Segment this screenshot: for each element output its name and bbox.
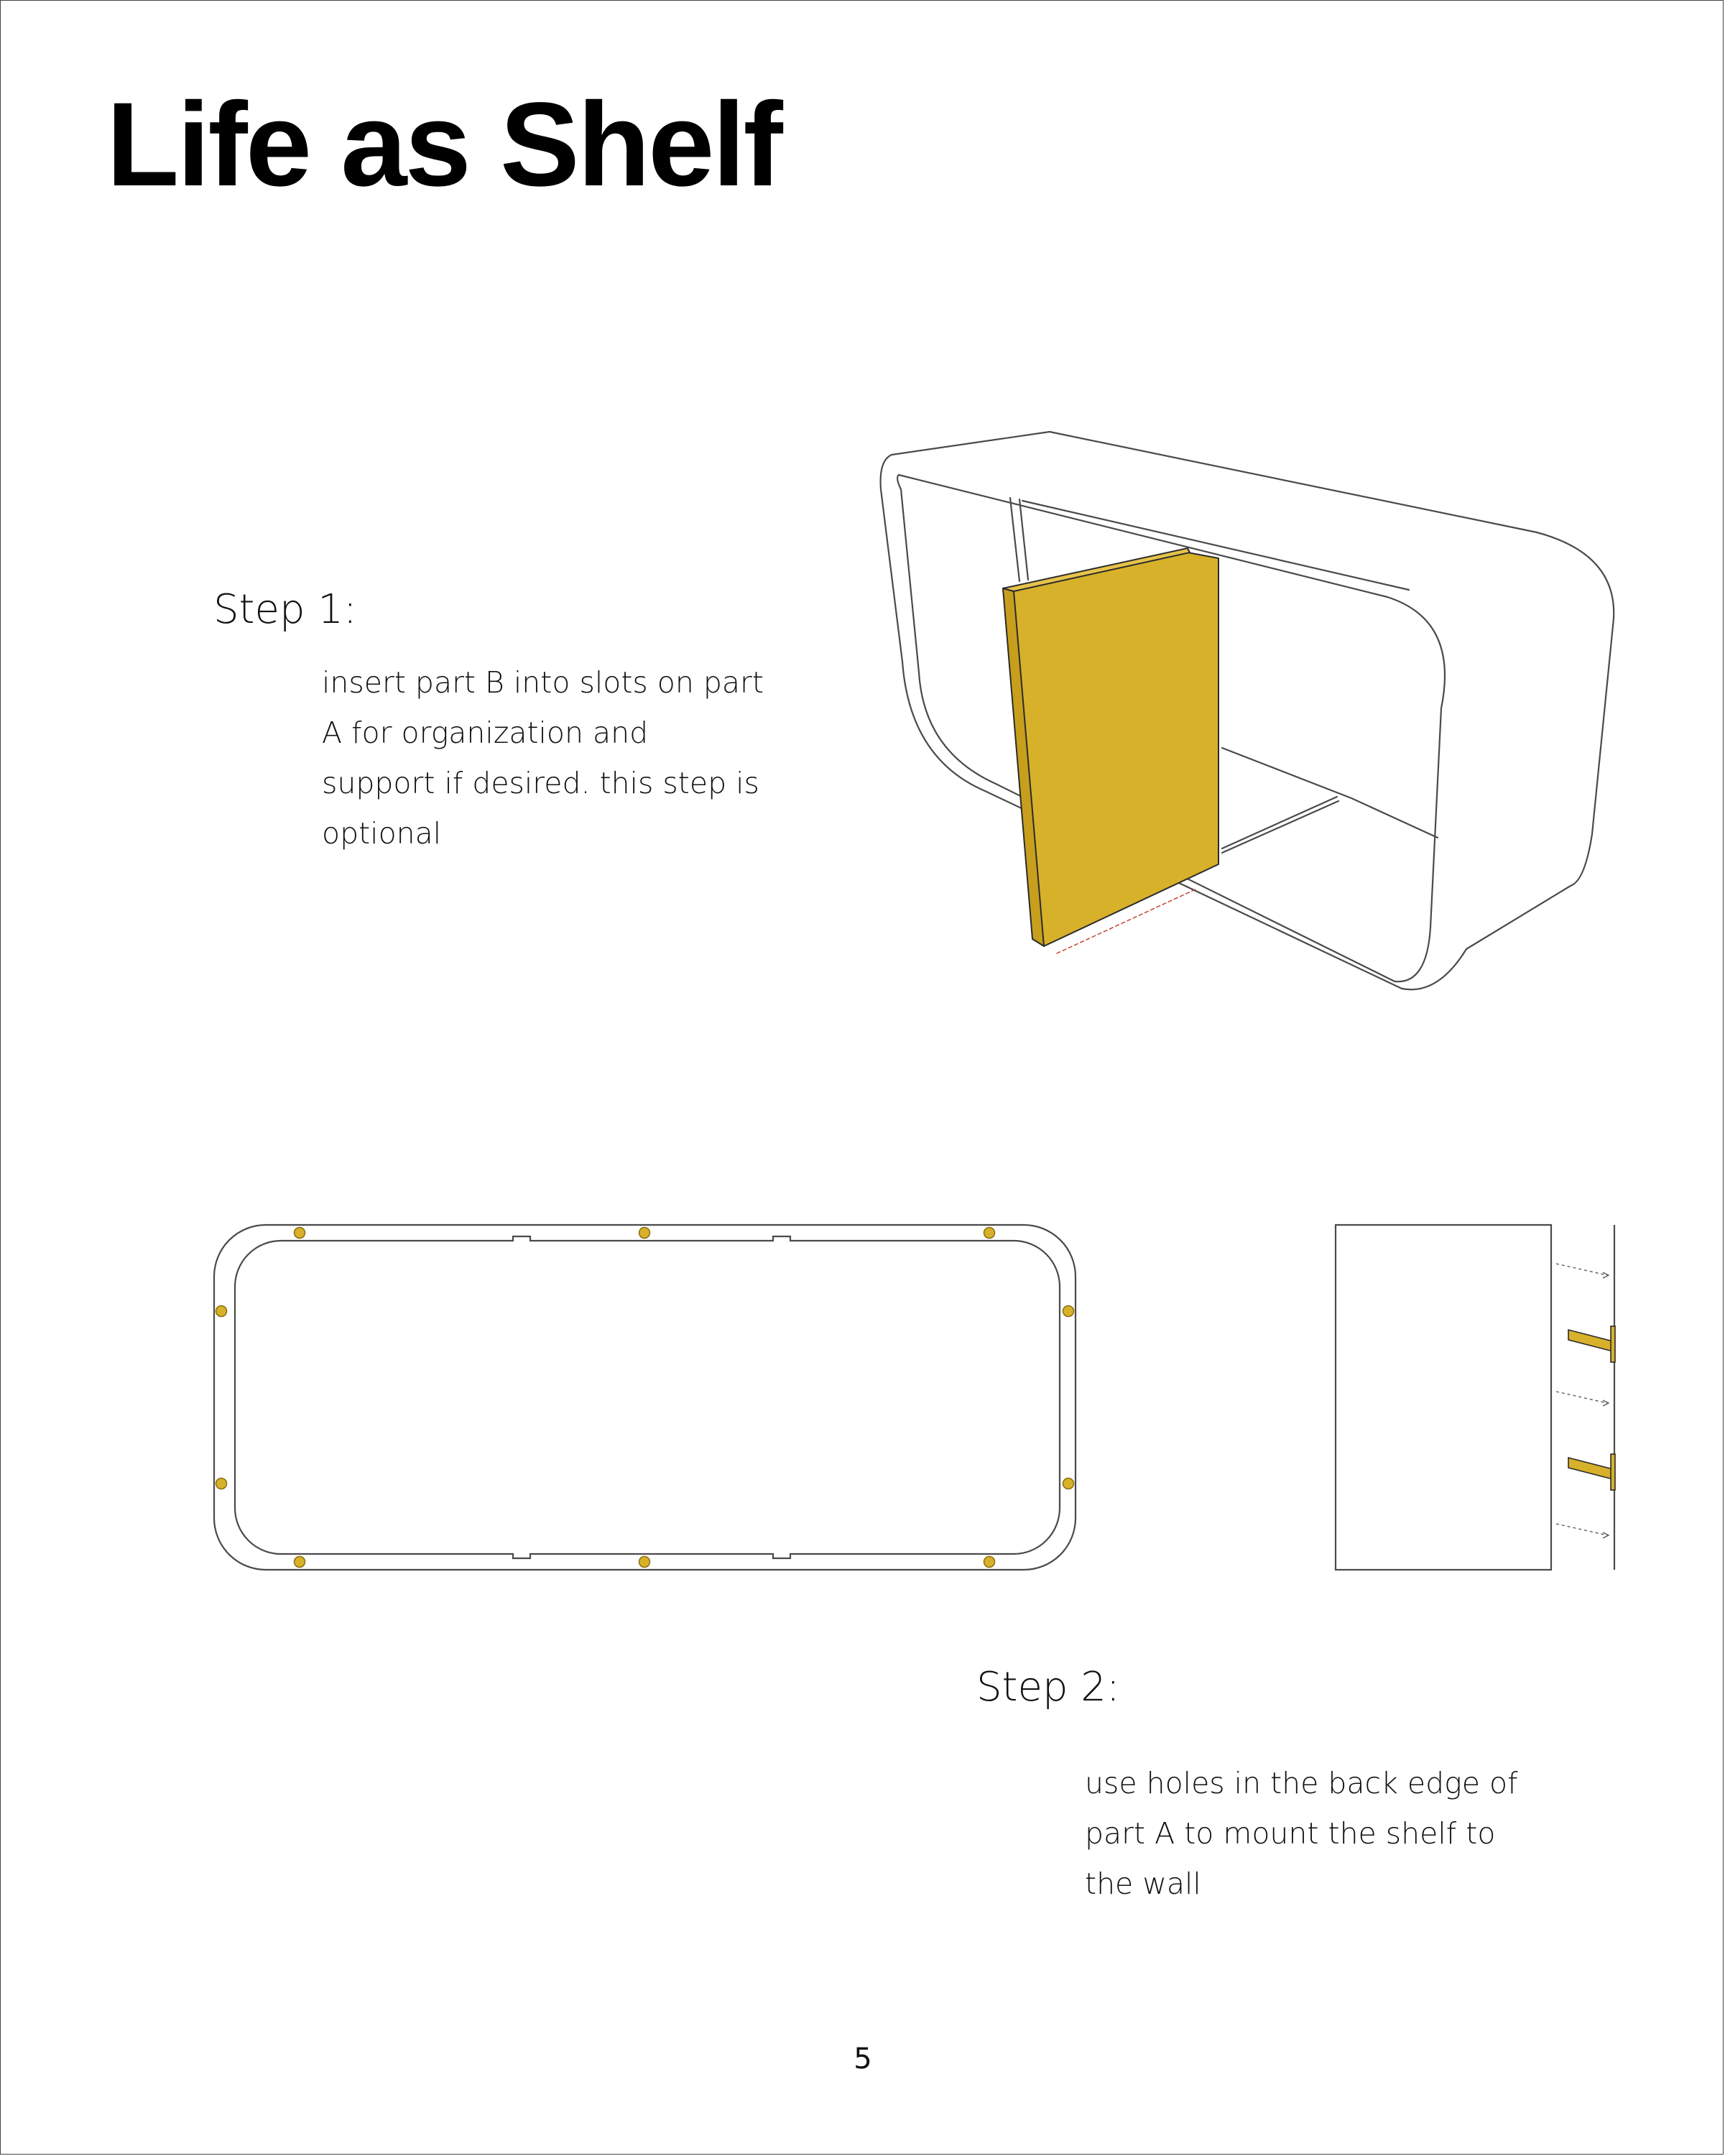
wall-mount-side-view: [1336, 1225, 1614, 1570]
mounting-hole: [216, 1306, 227, 1317]
step-2-line: the wall: [1085, 1866, 1201, 1901]
step-1-line: insert part B into slots on part: [322, 665, 764, 700]
shelf-outer-outline: [881, 432, 1614, 989]
mounting-holes: [216, 1228, 1074, 1568]
step-1-line: A for organization and: [322, 716, 649, 750]
wall-bracket-plate: [1611, 1454, 1615, 1490]
step-2-line: use holes in the back edge of: [1085, 1766, 1518, 1800]
page-title: Life as Shelf: [106, 78, 781, 211]
wall-brackets: [1568, 1326, 1615, 1490]
screw-arrow: [1556, 1264, 1607, 1535]
mounting-hole: [984, 1557, 995, 1568]
step-2-heading: Step 2:: [976, 1664, 1120, 1711]
mounting-hole: [639, 1557, 650, 1568]
wall-bracket: [1568, 1330, 1613, 1351]
shelf-isometric-illustration: [881, 432, 1614, 989]
step-1-line: support if desired. this step is: [322, 766, 759, 800]
mounting-hole: [216, 1479, 227, 1489]
shelf-side-profile: [1336, 1225, 1551, 1570]
step-1-heading: Step 1:: [213, 586, 357, 633]
mounting-hole: [1063, 1306, 1074, 1317]
illustrations: [1, 1, 1724, 2155]
wall-bracket-plate: [1611, 1326, 1615, 1362]
wall-bracket: [1568, 1458, 1613, 1479]
mounting-hole: [295, 1228, 305, 1239]
page-number: 5: [854, 2042, 872, 2076]
frame-inner: [235, 1236, 1060, 1558]
mounting-hole: [1063, 1479, 1074, 1489]
step-2-line: part A to mount the shelf to: [1085, 1816, 1496, 1851]
mounting-hole: [984, 1228, 995, 1239]
mounting-hole: [295, 1557, 305, 1568]
mounting-hole: [639, 1228, 650, 1239]
part-a-front-view: [214, 1225, 1076, 1570]
step-1-line: optional: [322, 816, 442, 851]
frame-outer: [214, 1225, 1076, 1570]
